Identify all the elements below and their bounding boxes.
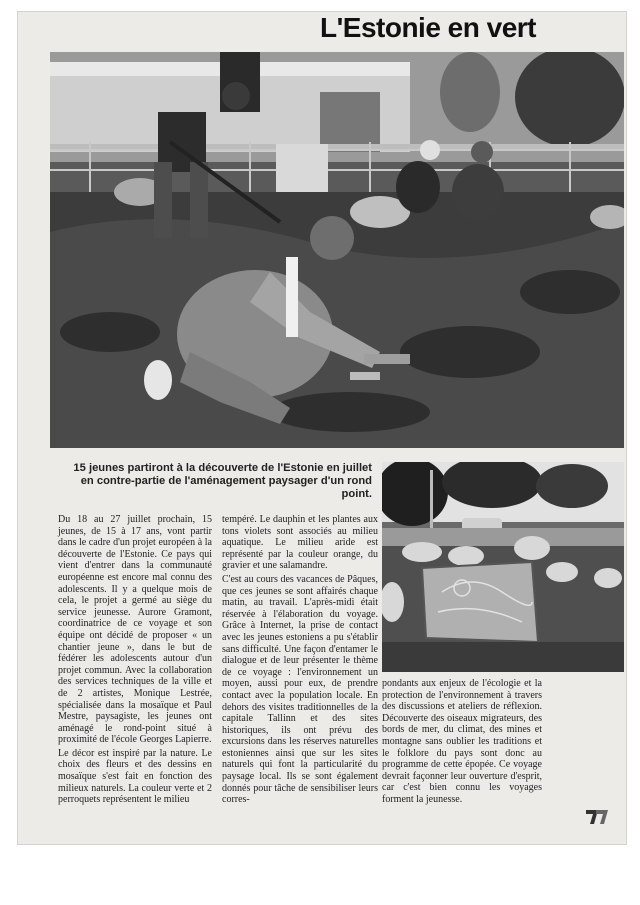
main-photo bbox=[50, 52, 624, 448]
paragraph: Du 18 au 27 juillet prochain, 15 jeunes, de 15 à 17 ans, vont partir dans le cadre d'un projet européen à la découverte de l'Estonie. Ce pays qui vient d'entrer dans la communauté européenne est encore mal connu des adolescents. Il y a quelque mois de cela, le projet a germé au siège du service jeunesse. Aurore Gramont, coordinatrice de ce voyage et son équipe ont décidé de proposer « un chantier jeune », dans le but de fédérer les adolescents autour d'un projet commun. Avec la collaboration des services techniques de la ville et de 2 artistes, Monique Lestrée, spécialisée dans la mosaïque et Paul Mestre, paysagiste, les jeunes ont aménagé le rond-point situé à proximité de l'école Georges Lapierre. bbox=[58, 514, 212, 746]
article-column-1 bbox=[58, 514, 212, 808]
paragraph: C'est au cours des vacances de Pâques, que ces jeunes se sont affairés chaque matin, au travail. L'après-midi était réservée à l'élaboration du voyage. Grâce à Internet, la prise de contact avec les jeunes estoniens a pu s'établir sans difficulté. Une façon d'entamer le dialogue et de leur présenter le thème de ce voyage : l'environnement un moyen, aussi pour eux, de prendre contact avec la population locale. En dehors des visites traditionnelles de la capitale Tallinn et des sites historiques, ils ont prévu des excursions dans les réserves naturelles estoniennes ainsi que sur les sites naturels qui font la particularité du paysage local. Ils se sont également donnés pour tâche de sensibiliser leurs corres- bbox=[222, 573, 378, 806]
paragraph: tempéré. Le dauphin et les plantes aux tons violets sont associés au milieu aquatique. Le milieu aride est représenté par la couleur orange, du gravier et une salamandre. bbox=[222, 514, 378, 572]
paragraph: Le décor est inspiré par la nature. Le choix des fleurs et des dessins en mosaïque s'est fait en fonction des milieux naturels. La couleur verte et 2 perroquets représentent le milieu bbox=[58, 747, 212, 806]
paragraph: pondants aux enjeux de l'écologie et la protection de l'environnement à travers des discussions et ateliers de réflexion. Découverte des oiseaux migrateurs, des bords de mer, du climat, des mines et montagne sans oublier les traditions et le folklore du pays sont donc au programme de cette épopée. Ce voyage devrait façonner leur ouverture d'esprit, car c'est bien connu les voyages forment la jeunesse. bbox=[382, 678, 542, 805]
secondary-photo bbox=[382, 462, 624, 672]
article-subhead: 15 jeunes partiront à la découverte de l'Estonie en juillet en contre-partie de l'aménagement paysager d'un rond point. bbox=[73, 462, 372, 500]
article-headline: L'Estonie en vert bbox=[320, 12, 536, 43]
article-column-2 bbox=[222, 514, 378, 808]
publication-logo-icon bbox=[584, 806, 610, 826]
gardening-volunteers-image bbox=[50, 52, 624, 448]
article-column-3 bbox=[382, 678, 542, 808]
roundabout-mosaic-image bbox=[382, 462, 624, 672]
